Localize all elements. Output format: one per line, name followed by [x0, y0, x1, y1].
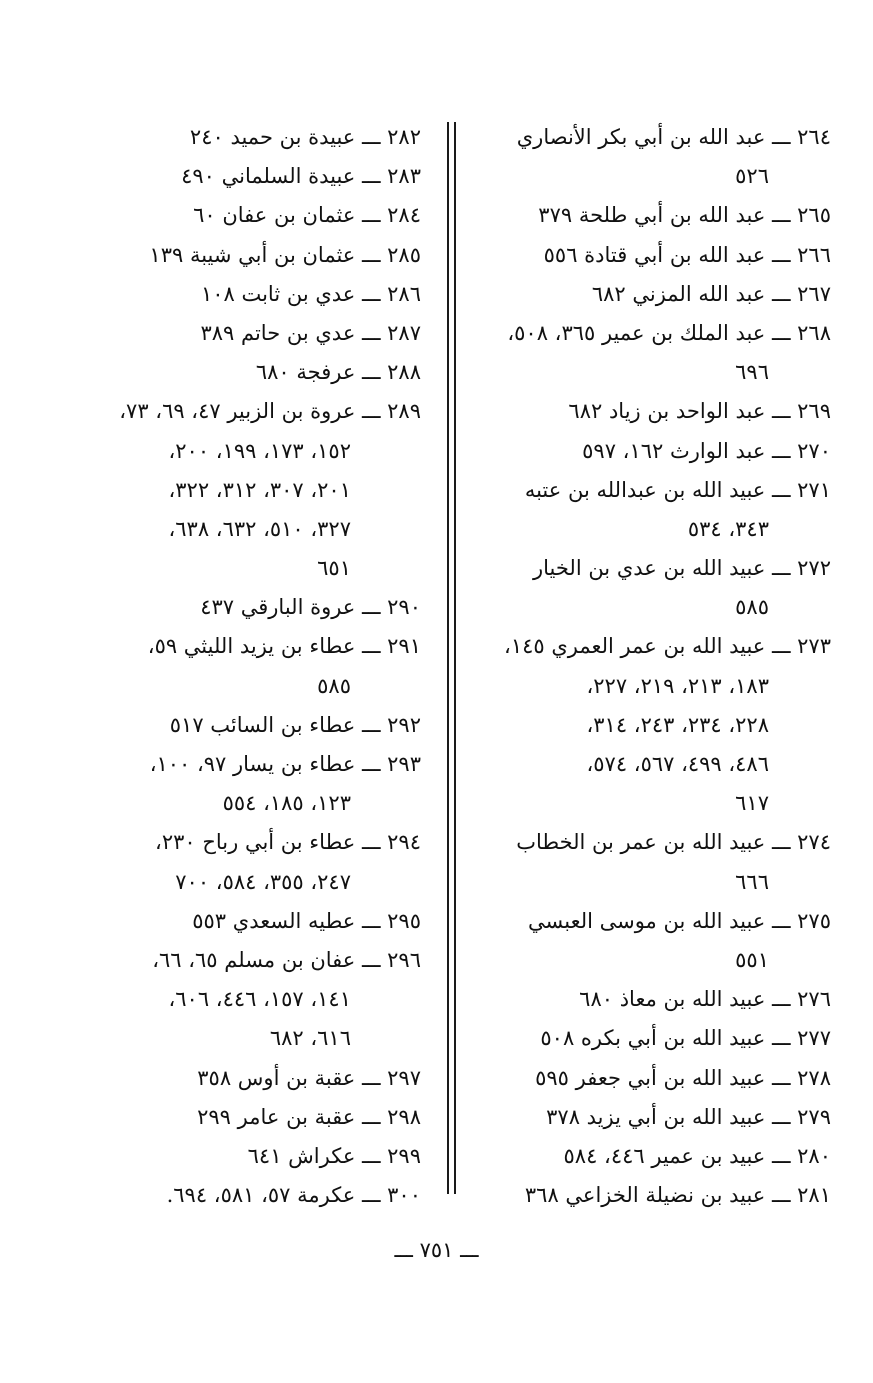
index-entry-300: ٣٠٠ ـــ عكرمة ٥٧، ٥٨١، ٦٩٤. [166, 1183, 421, 1208]
index-entry-282: ٢٨٢ ـــ عبيدة بن حميد ٢٤٠ [189, 125, 421, 149]
index-entry-280: ٢٨٠ ـــ عبيد بن عمير ٤٤٦، ٥٨٤ [563, 1143, 831, 1168]
index-entry-continuation: ٥٢٦ [735, 164, 769, 189]
index-entry-274: ٢٧٤ ـــ عبيد الله بن عمر بن الخطاب [516, 830, 831, 855]
index-entry-284: ٢٨٤ ـــ عثمان بن عفان ٦٠ [193, 203, 421, 228]
index-entry-continuation: ٦١٦، ٦٨٢ [269, 1026, 351, 1051]
index-entry-continuation: ٢٠١، ٣٠٧، ٣١٢، ٣٢٢، [168, 477, 351, 502]
index-entry-continuation: ٦١٧ [735, 791, 769, 816]
index-entry-267: ٢٦٧ ـــ عبد الله المزني ٦٨٢ [591, 281, 831, 306]
index-entry-272: ٢٧٢ ـــ عبيد الله بن عدي بن الخيار [532, 556, 831, 581]
index-entry-continuation: ١٥٢، ١٧٣، ١٩٩، ٢٠٠، [168, 438, 351, 463]
index-column-right [441, 118, 831, 1215]
index-entry-continuation: ٦٩٦ [735, 360, 769, 385]
index-entry-294: ٢٩٤ ـــ عطاء بن أبي رباح ٢٣٠، [155, 830, 421, 855]
index-entry-continuation: ٤٨٦، ٤٩٩، ٥٦٧، ٥٧٤، [586, 752, 769, 776]
index-entry-293: ٢٩٣ ـــ عطاء بن يسار ٩٧، ١٠٠، [149, 752, 421, 776]
index-entry-continuation: ٣٢٧، ٥١٠، ٦٣٢، ٦٣٨، [168, 516, 351, 541]
index-entry-286: ٢٨٦ ـــ عدي بن ثابت ١٠٨ [200, 281, 421, 306]
index-entry-290: ٢٩٠ ـــ عروة البارقي ٤٣٧ [200, 595, 421, 620]
index-entry-continuation: ٥٨٥ [735, 595, 769, 620]
index-entry-295: ٢٩٥ ـــ عطيه السعدي ٥٥٣ [192, 908, 421, 933]
index-entry-296: ٢٩٦ ـــ عفان بن مسلم ٦٥، ٦٦، [152, 947, 421, 972]
index-entry-276: ٢٧٦ ـــ عبيد الله بن معاذ ٦٨٠ [579, 987, 831, 1012]
index-entry-continuation: ٢٤٧، ٣٥٥، ٥٨٤، ٧٠٠ [175, 869, 351, 894]
index-entry-continuation: ٥٨٥ [317, 673, 351, 698]
index-entry-269: ٢٦٩ ـــ عبد الواحد بن زياد ٦٨٢ [568, 399, 831, 424]
index-entry-285: ٢٨٥ ـــ عثمان بن أبي شيبة ١٣٩ [149, 242, 421, 267]
index-entry-292: ٢٩٢ ـــ عطاء بن السائب ٥١٧ [169, 712, 421, 737]
index-entry-278: ٢٧٨ ـــ عبيد الله بن أبي جعفر ٥٩٥ [535, 1065, 831, 1090]
index-entry-continuation: ٦٥١ [317, 556, 351, 581]
index-entry-continuation: ٦٦٦ [735, 869, 769, 894]
index-entry-270: ٢٧٠ ـــ عبد الوارث ١٦٢، ٥٩٧ [582, 438, 831, 463]
index-entry-283: ٢٨٣ ـــ عبيدة السلماني ٤٩٠ [181, 164, 421, 189]
index-entry-265: ٢٦٥ ـــ عبد الله بن أبي طلحة ٣٧٩ [538, 203, 831, 228]
index-entry-continuation: ١٢٣، ١٨٥، ٥٥٤ [222, 791, 351, 816]
index-entry-264: ٢٦٤ ـــ عبد الله بن أبي بكر الأنصاري [516, 125, 831, 149]
index-entry-297: ٢٩٧ ـــ عقبة بن أوس ٣٥٨ [197, 1065, 421, 1090]
index-entry-287: ٢٨٧ ـــ عدي بن حاتم ٣٨٩ [200, 320, 421, 345]
index-entry-271: ٢٧١ ـــ عبيد الله بن عبدالله بن عتبه [524, 477, 831, 502]
index-entry-266: ٢٦٦ ـــ عبد الله بن أبي قتادة ٥٥٦ [543, 242, 831, 267]
index-entry-continuation: ١٤١، ١٥٧، ٤٤٦، ٦٠٦، [168, 987, 351, 1012]
index-entry-268: ٢٦٨ ـــ عبد الملك بن عمير ٣٦٥، ٥٠٨، [507, 320, 831, 345]
column-divider-line [447, 122, 449, 1194]
index-entry-275: ٢٧٥ ـــ عبيد الله بن موسى العبسي [528, 908, 831, 933]
index-entry-298: ٢٩٨ ـــ عقبة بن عامر ٢٩٩ [197, 1104, 421, 1129]
column-divider-line [454, 122, 456, 1194]
index-entry-273: ٢٧٣ ـــ عبيد الله بن عمر العمري ١٤٥، [504, 634, 831, 659]
index-entry-continuation: ٢٢٨، ٢٣٤، ٢٤٣، ٣١٤، [586, 712, 769, 737]
index-entry-291: ٢٩١ ـــ عطاء بن يزيد الليثي ٥٩، [147, 634, 421, 659]
index-entry-281: ٢٨١ ـــ عبيد بن نضيلة الخزاعي ٣٦٨ [524, 1183, 831, 1208]
index-entry-289: ٢٨٩ ـــ عروة بن الزبير ٤٧، ٦٩، ٧٣، [119, 399, 421, 424]
index-column-left [36, 118, 421, 1215]
index-entry-continuation: ١٨٣، ٢١٣، ٢١٩، ٢٢٧، [586, 673, 769, 698]
index-entry-277: ٢٧٧ ـــ عبيد الله بن أبي بكره ٥٠٨ [540, 1026, 831, 1051]
page-number: ـــ ٧٥١ ـــ [394, 1238, 479, 1262]
index-entry-299: ٢٩٩ ـــ عكراش ٦٤١ [247, 1143, 421, 1168]
index-entry-continuation: ٣٤٣، ٥٣٤ [687, 516, 769, 541]
index-entry-288: ٢٨٨ ـــ عرفجة ٦٨٠ [255, 360, 421, 385]
index-entry-279: ٢٧٩ ـــ عبيد الله بن أبي يزيد ٣٧٨ [546, 1104, 831, 1129]
index-entry-continuation: ٥٥١ [735, 947, 769, 972]
